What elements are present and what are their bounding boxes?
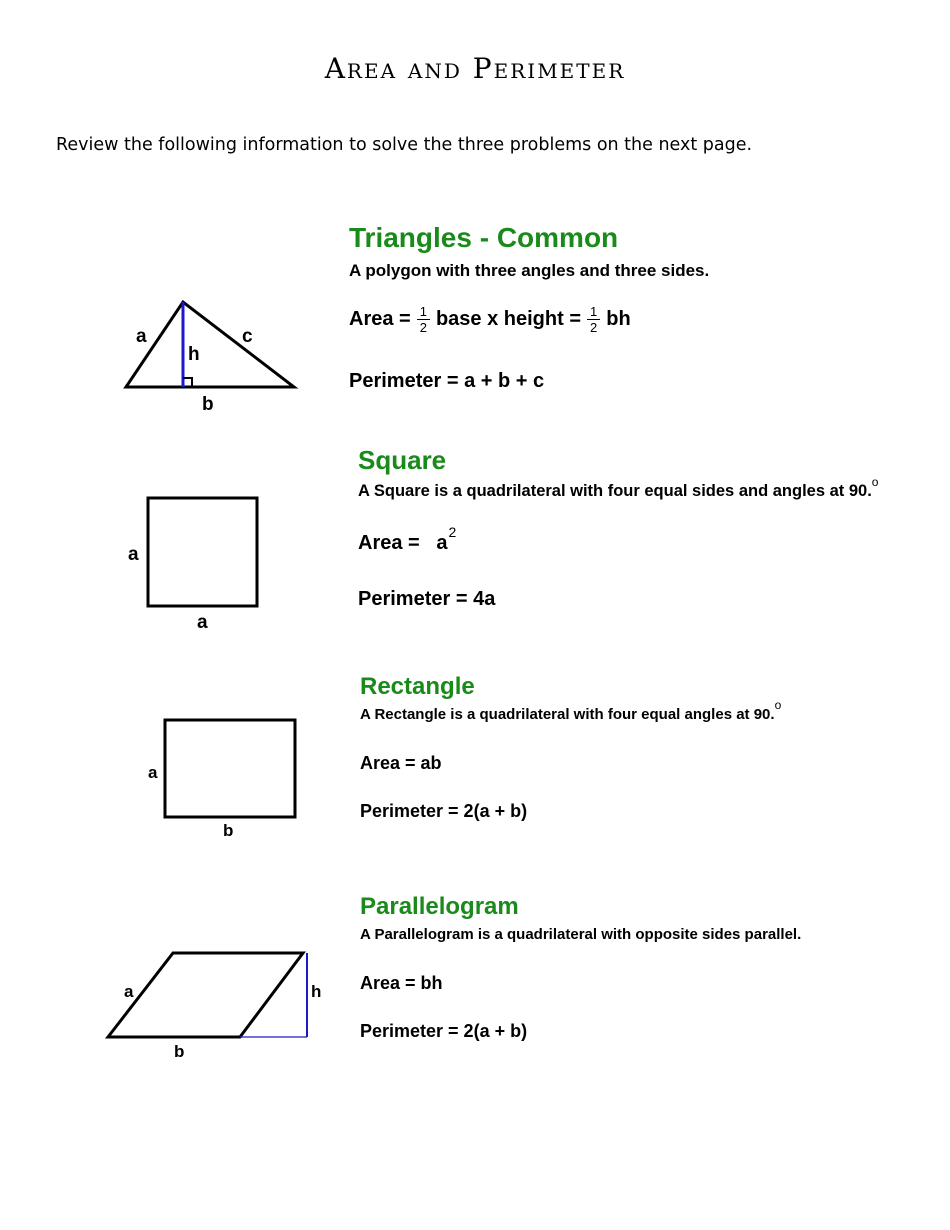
triangle-label-c: c xyxy=(242,326,253,347)
rectangle-area-formula: Area = ab xyxy=(360,753,442,773)
square-description: A Square is a quadrilateral with four equal sides and angles at 90.$^o$ xyxy=(358,475,879,500)
rectangle-figure xyxy=(140,712,310,842)
parallelogram-label-a: a xyxy=(124,982,134,1001)
square-area-formula: Area = $a^2$ xyxy=(358,524,457,554)
degree-symbol: o xyxy=(774,698,782,712)
parallelogram-perimeter-formula: Perimeter = 2(a + b) xyxy=(360,1021,528,1041)
area-middle: base x height = xyxy=(435,307,582,330)
area-suffix: bh xyxy=(606,307,631,330)
rectangle-perimeter-formula: Perimeter = 2(a + b) xyxy=(360,801,528,821)
triangle-shape xyxy=(126,302,294,387)
parallelogram-title: Parallelogram xyxy=(360,893,519,920)
rectangle-description: A Rectangle is a quadrilateral with four equal angles at 90.$^o$ xyxy=(360,698,782,723)
parallelogram-area-formula: Area = bh xyxy=(360,973,443,993)
rectangle-label-a: a xyxy=(148,763,158,782)
triangle-label-a: a xyxy=(136,326,147,347)
square-label-bottom: a xyxy=(197,612,208,633)
parallelogram-figure xyxy=(100,945,340,1070)
intro-text: Review the following information to solve the three problems on the next page. xyxy=(56,135,753,155)
page-title: Area and Perimeter xyxy=(324,52,626,85)
rectangle-title: Rectangle xyxy=(360,673,475,700)
parallelogram-shape xyxy=(108,953,303,1037)
square-figure xyxy=(120,490,280,635)
rectangle-shape xyxy=(165,720,295,817)
square-shape xyxy=(148,498,257,606)
square-title: Square xyxy=(358,445,447,475)
triangle-title: Triangles - Common xyxy=(349,222,619,253)
parallelogram-description: A Parallelogram is a quadrilateral with opposite sides parallel. xyxy=(360,926,802,943)
triangle-label-b: b xyxy=(202,394,214,415)
area-label: Area = xyxy=(349,307,411,330)
fraction-half-2: $\frac{1}{2}$ xyxy=(587,304,600,335)
fraction-half: $\frac{1}{2}$ xyxy=(417,304,430,335)
triangle-perimeter-formula: Perimeter = a + b + c xyxy=(349,370,545,392)
exponent: 2 xyxy=(448,524,457,540)
parallelogram-label-b: b xyxy=(174,1042,185,1061)
square-label-left: a xyxy=(128,544,139,565)
triangle-area-formula xyxy=(349,304,631,335)
triangle-label-h: h xyxy=(188,344,200,365)
rectangle-label-b: b xyxy=(223,821,234,840)
square-perimeter-formula: Perimeter = 4a xyxy=(358,588,496,610)
triangle-figure xyxy=(110,290,320,420)
degree-symbol: o xyxy=(871,475,879,489)
triangle-description: A polygon with three angles and three sides. xyxy=(349,261,710,280)
parallelogram-label-h: h xyxy=(311,982,322,1001)
